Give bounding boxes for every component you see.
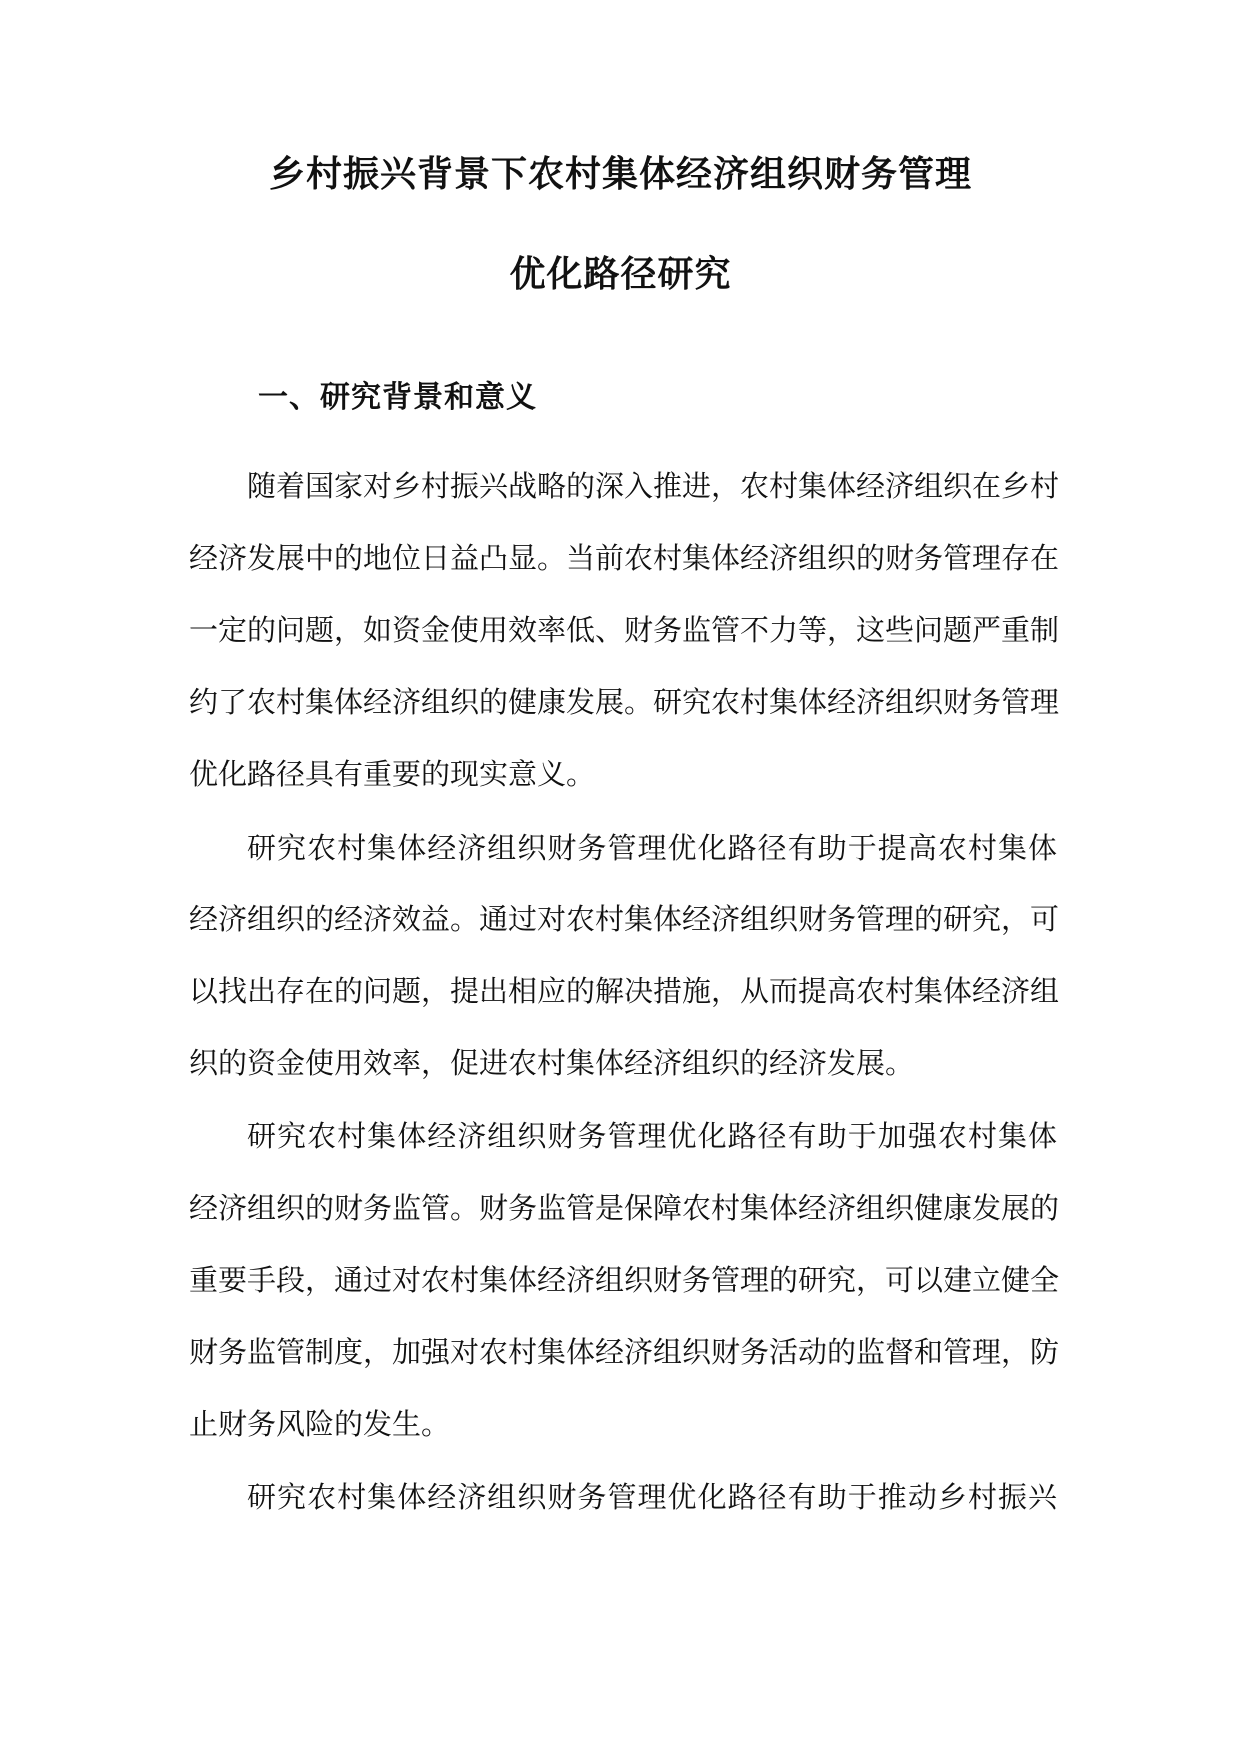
paragraph-1-line-3: 一定的问题，如资金使用效率低、财务监管不力等，这些问题严重制 — [189, 613, 1060, 647]
document-title-line-1: 乡村振兴背景下农村集体经济组织财务管理 — [268, 153, 972, 195]
document-title-line-2: 优化路径研究 — [509, 253, 732, 295]
paragraph-3-line-2: 经济组织的财务监管。财务监管是保障农村集体经济组织健康发展的 — [189, 1191, 1060, 1225]
paragraph-3-line-4: 财务监管制度，加强对农村集体经济组织财务活动的监督和管理，防 — [189, 1335, 1060, 1369]
paragraph-2-line-3: 以找出存在的问题，提出相应的解决措施，从而提高农村集体经济组 — [189, 974, 1060, 1008]
paragraph-1-line-1: 随着国家对乡村振兴战略的深入推进，农村集体经济组织在乡村 — [247, 469, 1060, 503]
section-heading: 一、研究背景和意义 — [258, 380, 537, 415]
paragraph-2-line-2: 经济组织的经济效益。通过对农村集体经济组织财务管理的研究，可 — [189, 902, 1060, 936]
paragraph-2-line-1: 研究农村集体经济组织财务管理优化路径有助于提高农村集体 — [247, 831, 1057, 865]
paragraph-3-line-1: 研究农村集体经济组织财务管理优化路径有助于加强农村集体 — [247, 1119, 1057, 1153]
paragraph-2-line-4: 织的资金使用效率，促进农村集体经济组织的经济发展。 — [189, 1046, 915, 1080]
paragraph-1-line-4: 约了农村集体经济组织的健康发展。研究农村集体经济组织财务管理 — [189, 685, 1060, 719]
paragraph-3-line-5: 止财务风险的发生。 — [189, 1407, 451, 1441]
paragraph-1-line-5: 优化路径具有重要的现实意义。 — [189, 757, 596, 791]
paragraph-4-line-1: 研究农村集体经济组织财务管理优化路径有助于推动乡村振兴 — [247, 1480, 1057, 1514]
paragraph-3-line-3: 重要手段，通过对农村集体经济组织财务管理的研究，可以建立健全 — [189, 1263, 1060, 1297]
paragraph-1-line-2: 经济发展中的地位日益凸显。当前农村集体经济组织的财务管理存在 — [189, 541, 1060, 575]
